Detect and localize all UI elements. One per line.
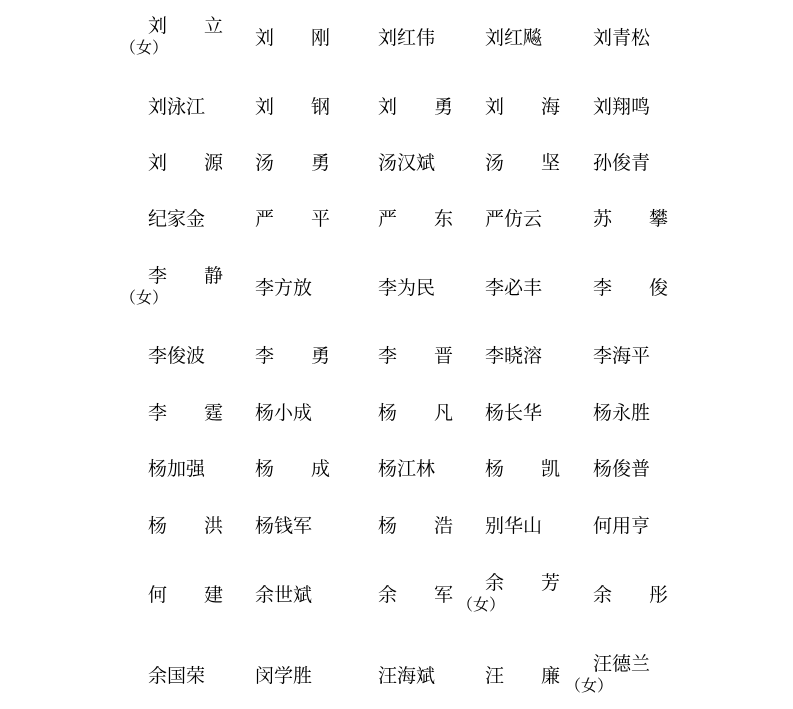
name-char: 刘 bbox=[148, 152, 168, 174]
name-char: 浩 bbox=[433, 515, 453, 537]
roster-name bbox=[255, 208, 330, 230]
name-char: 勇 bbox=[433, 96, 453, 118]
name-char: 李 bbox=[593, 277, 613, 299]
name-char: 余 bbox=[593, 584, 613, 606]
name-char: 苏 bbox=[593, 208, 613, 230]
name-char: 刘 bbox=[148, 15, 168, 37]
roster-name: 杨加强 bbox=[148, 458, 206, 480]
name-char: 霆 bbox=[203, 402, 223, 424]
roster-name bbox=[148, 402, 223, 424]
name-char: 严 bbox=[378, 208, 398, 230]
name-char: 汤 bbox=[255, 152, 275, 174]
name-char: 攀 bbox=[648, 208, 668, 230]
name-char: 刚 bbox=[310, 27, 330, 49]
name-char: 严 bbox=[255, 208, 275, 230]
name-char: 杨 bbox=[378, 402, 398, 424]
name-char: 汤 bbox=[485, 152, 505, 174]
name-char: 何 bbox=[148, 584, 168, 606]
roster-name bbox=[485, 665, 560, 687]
roster-name bbox=[378, 402, 453, 424]
name-char: 静 bbox=[203, 265, 223, 287]
roster-name bbox=[485, 572, 560, 594]
name-char: 成 bbox=[310, 458, 330, 480]
roster-name: 余国荣 bbox=[148, 665, 206, 687]
roster-name: 纪家金 bbox=[148, 208, 206, 230]
name-char: 源 bbox=[203, 152, 223, 174]
name-char: 建 bbox=[203, 584, 223, 606]
roster-name: 刘红飚 bbox=[485, 27, 543, 49]
roster-name: 杨永胜 bbox=[593, 402, 651, 424]
name-char: 李 bbox=[378, 345, 398, 367]
roster-name: 严仿云 bbox=[485, 208, 543, 230]
roster-name bbox=[255, 27, 330, 49]
roster-name bbox=[485, 152, 560, 174]
name-char: 余 bbox=[485, 572, 505, 594]
roster-name: 刘泳江 bbox=[148, 96, 206, 118]
name-char: 廉 bbox=[540, 665, 560, 687]
gender-note: （女） bbox=[120, 38, 169, 57]
name-char: 李 bbox=[255, 345, 275, 367]
name-char: 坚 bbox=[540, 152, 560, 174]
name-char: 芳 bbox=[540, 572, 560, 594]
roster-name bbox=[148, 515, 223, 537]
roster-name bbox=[485, 458, 560, 480]
name-char: 刘 bbox=[255, 27, 275, 49]
name-char: 刘 bbox=[255, 96, 275, 118]
gender-note: （女） bbox=[457, 595, 506, 614]
name-char: 杨 bbox=[485, 458, 505, 480]
roster-name bbox=[593, 208, 668, 230]
roster-name: 杨钱军 bbox=[255, 515, 313, 537]
roster-name bbox=[255, 458, 330, 480]
roster-name: 汪德兰 bbox=[593, 653, 651, 675]
roster-name bbox=[378, 208, 453, 230]
roster-name bbox=[485, 96, 560, 118]
roster-name bbox=[255, 96, 330, 118]
name-char: 俊 bbox=[648, 277, 668, 299]
roster-name bbox=[378, 96, 453, 118]
roster-name: 李海平 bbox=[593, 345, 651, 367]
name-char: 洪 bbox=[203, 515, 223, 537]
roster-name: 何用亨 bbox=[593, 515, 651, 537]
roster-name bbox=[255, 345, 330, 367]
roster-name bbox=[593, 277, 668, 299]
name-char: 海 bbox=[540, 96, 560, 118]
name-char: 勇 bbox=[310, 345, 330, 367]
roster-name: 杨小成 bbox=[255, 402, 313, 424]
name-char: 李 bbox=[148, 265, 168, 287]
name-char: 杨 bbox=[148, 515, 168, 537]
roster-name: 刘翔鸣 bbox=[593, 96, 651, 118]
name-char: 杨 bbox=[378, 515, 398, 537]
roster-name: 杨长华 bbox=[485, 402, 543, 424]
name-char: 凯 bbox=[540, 458, 560, 480]
roster-name: 李必丰 bbox=[485, 277, 543, 299]
roster-name: 李为民 bbox=[378, 277, 436, 299]
gender-note: （女） bbox=[565, 676, 614, 695]
roster-name bbox=[148, 265, 223, 287]
roster-name: 李俊波 bbox=[148, 345, 206, 367]
name-char: 立 bbox=[203, 15, 223, 37]
roster-name bbox=[255, 152, 330, 174]
roster-name bbox=[593, 584, 668, 606]
roster-name: 李晓溶 bbox=[485, 345, 543, 367]
name-char: 汪 bbox=[485, 665, 505, 687]
gender-note: （女） bbox=[120, 288, 169, 307]
name-char: 军 bbox=[433, 584, 453, 606]
roster-name: 余世斌 bbox=[255, 584, 313, 606]
roster-name: 杨俊普 bbox=[593, 458, 651, 480]
name-char: 勇 bbox=[310, 152, 330, 174]
name-char: 余 bbox=[378, 584, 398, 606]
roster-name bbox=[148, 584, 223, 606]
roster-name bbox=[148, 152, 223, 174]
name-char: 彤 bbox=[648, 584, 668, 606]
name-char: 凡 bbox=[433, 402, 453, 424]
roster-name: 别华山 bbox=[485, 515, 543, 537]
roster-name bbox=[148, 15, 223, 37]
roster-name: 汤汉斌 bbox=[378, 152, 436, 174]
name-char: 东 bbox=[433, 208, 453, 230]
roster-name bbox=[378, 345, 453, 367]
name-char: 刘 bbox=[485, 96, 505, 118]
roster-name bbox=[378, 584, 453, 606]
roster-name: 闵学胜 bbox=[255, 665, 313, 687]
name-char: 晋 bbox=[433, 345, 453, 367]
roster-name: 孙俊青 bbox=[593, 152, 651, 174]
roster-name: 刘青松 bbox=[593, 27, 651, 49]
roster-name: 李方放 bbox=[255, 277, 313, 299]
name-char: 李 bbox=[148, 402, 168, 424]
name-char: 钢 bbox=[310, 96, 330, 118]
roster-name bbox=[378, 515, 453, 537]
roster-name: 汪海斌 bbox=[378, 665, 436, 687]
name-char: 平 bbox=[310, 208, 330, 230]
name-char: 杨 bbox=[255, 458, 275, 480]
roster-name: 杨江林 bbox=[378, 458, 436, 480]
name-char: 刘 bbox=[378, 96, 398, 118]
roster-name: 刘红伟 bbox=[378, 27, 436, 49]
